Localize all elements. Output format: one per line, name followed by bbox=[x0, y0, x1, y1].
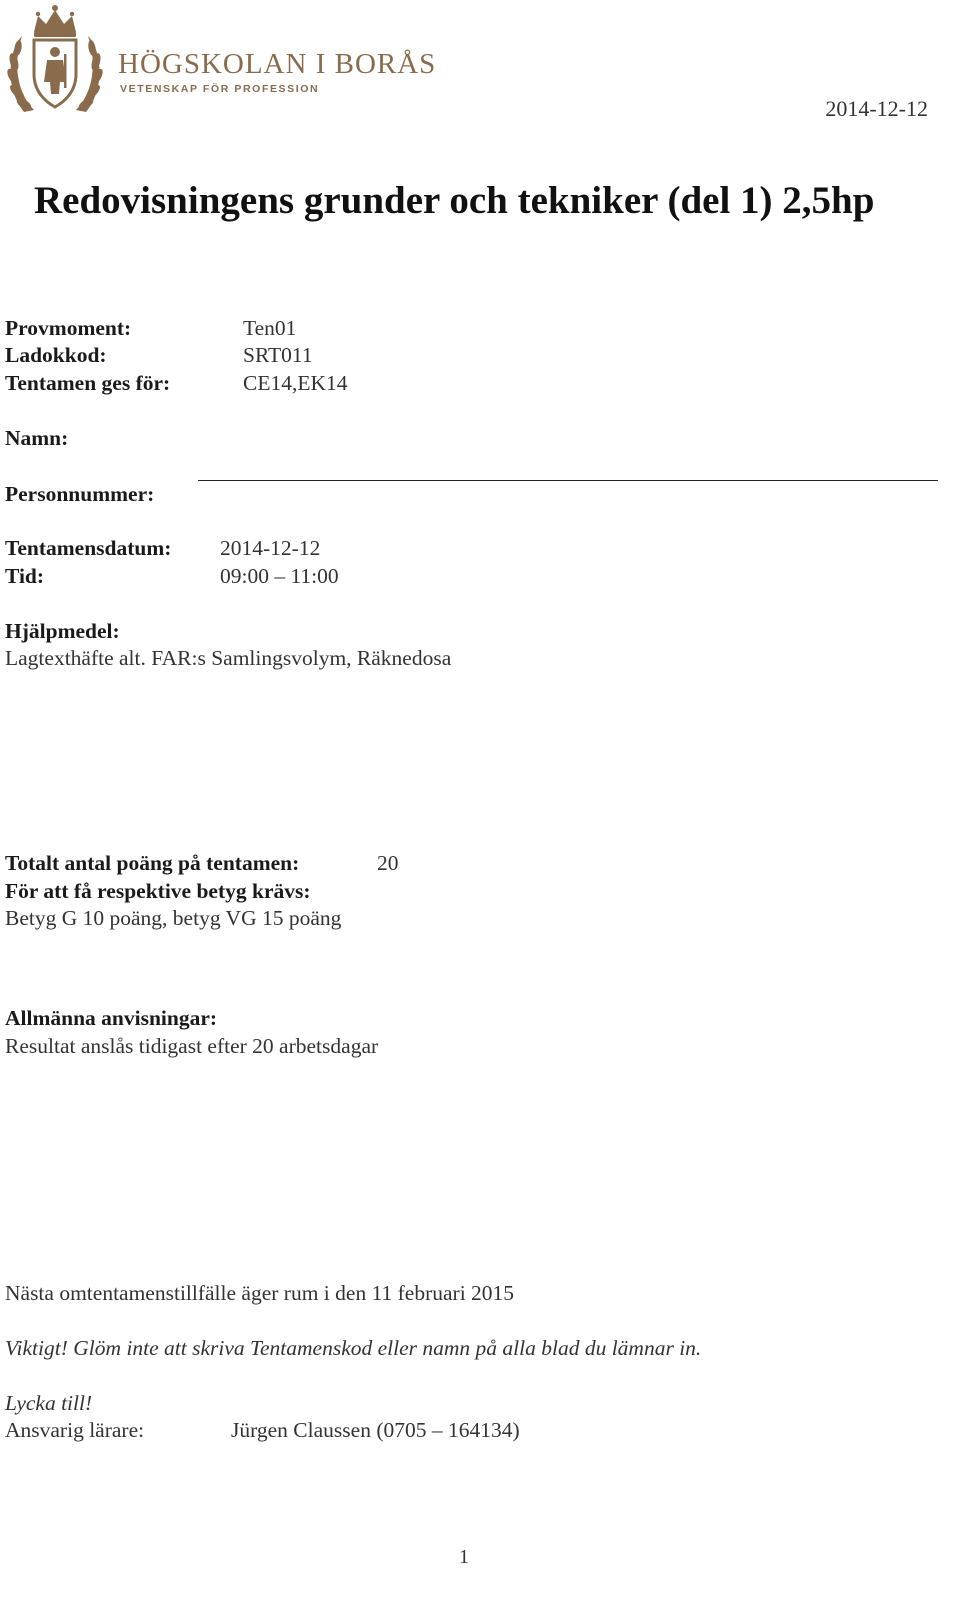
total-points-label: Totalt antal poäng på tentamen: bbox=[5, 851, 300, 875]
answer-line bbox=[198, 480, 938, 481]
provmoment-value: Ten01 bbox=[243, 316, 297, 340]
header-date: 2014-12-12 bbox=[825, 96, 928, 121]
good-luck-text: Lycka till! bbox=[5, 1391, 93, 1415]
personnummer-label: Personnummer: bbox=[5, 482, 155, 506]
tid-value: 09:00 – 11:00 bbox=[220, 564, 339, 588]
university-name-logo-text: HÖGSKOLAN I BORÅS bbox=[118, 48, 437, 80]
tentamensdatum-value: 2014-12-12 bbox=[220, 536, 321, 560]
tentamensdatum-label: Tentamensdatum: bbox=[5, 536, 172, 560]
university-crest-logo bbox=[4, 2, 106, 118]
teacher-label: Ansvarig lärare: bbox=[5, 1418, 145, 1442]
hjalpmedel-value: Lagtexthäfte alt. FAR:s Samlingsvolym, Räknedosa bbox=[5, 646, 452, 670]
instructions-value: Resultat anslås tidigast efter 20 arbetsdagar bbox=[5, 1034, 379, 1058]
important-note: Viktigt! Glöm inte att skriva Tentamenskod eller namn på alla blad du lämnar in. bbox=[5, 1336, 702, 1360]
ges-for-label: Tentamen ges för: bbox=[5, 371, 171, 395]
instructions-label: Allmänna anvisningar: bbox=[5, 1006, 218, 1030]
hjalpmedel-label: Hjälpmedel: bbox=[5, 619, 120, 643]
ladokkod-label: Ladokkod: bbox=[5, 343, 107, 367]
namn-label: Namn: bbox=[5, 426, 69, 450]
ges-for-value: CE14,EK14 bbox=[243, 371, 348, 395]
grade-requirements-label: För att få respektive betyg krävs: bbox=[5, 879, 311, 903]
provmoment-label: Provmoment: bbox=[5, 316, 132, 340]
grade-requirements-value: Betyg G 10 poäng, betyg VG 15 poäng bbox=[5, 906, 342, 930]
university-tagline: VETENSKAP FÖR PROFESSION bbox=[120, 83, 320, 95]
ladokkod-value: SRT011 bbox=[243, 343, 313, 367]
document-title: Redovisningens grunder och tekniker (del 1) 2,5hp bbox=[34, 179, 875, 222]
page-number: 1 bbox=[459, 1546, 469, 1568]
teacher-value: Jürgen Claussen (0705 – 164134) bbox=[231, 1418, 520, 1442]
total-points-value: 20 bbox=[377, 851, 399, 875]
tid-label: Tid: bbox=[5, 564, 45, 588]
next-exam-info: Nästa omtentamenstillfälle äger rum i den 11 februari 2015 bbox=[5, 1281, 515, 1305]
